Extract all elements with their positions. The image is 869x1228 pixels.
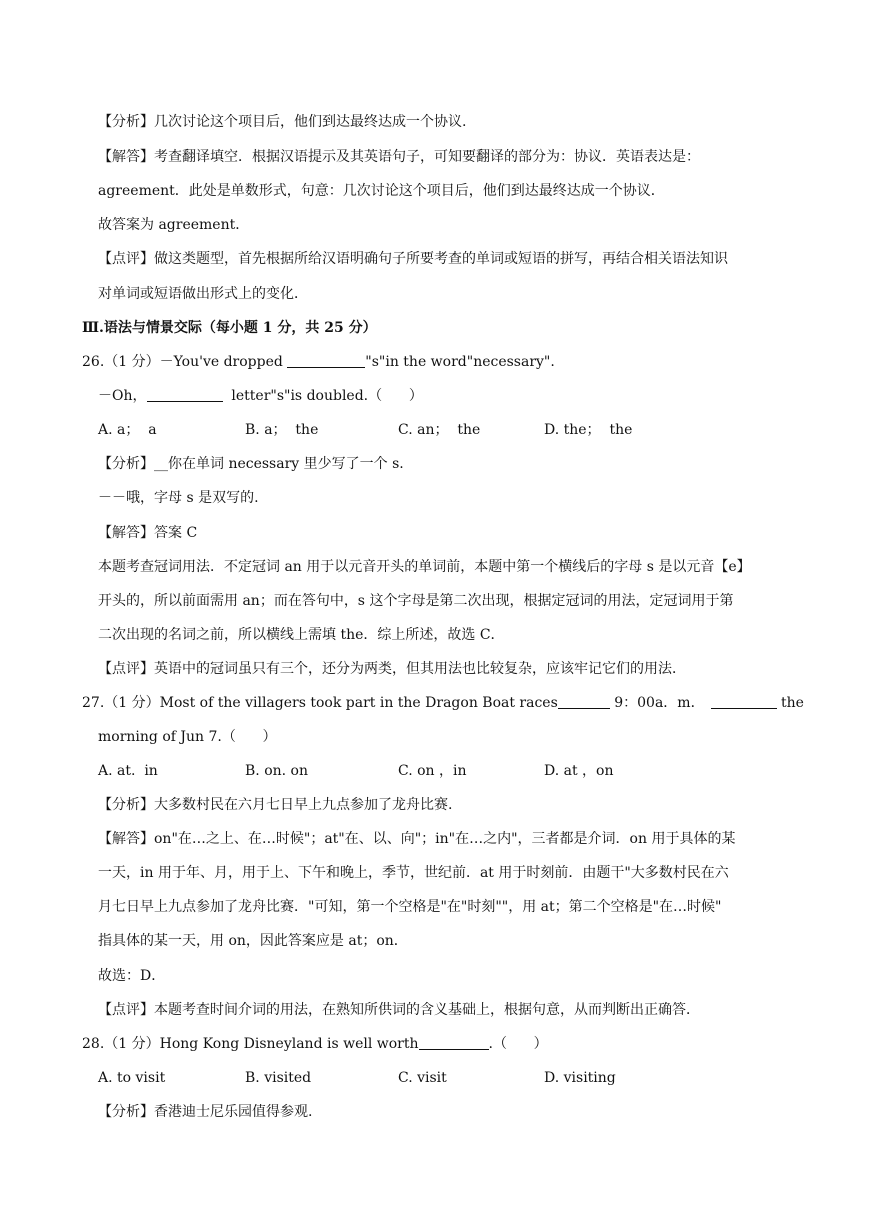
q27-options — [98, 761, 614, 781]
q28-text-b: .（ ） — [488, 1036, 548, 1052]
q26-text-d: letter"s"is doubled.（ ） — [222, 388, 423, 404]
q28-blank-1 — [419, 1035, 489, 1050]
q27-text-b: 9：00a．m． — [609, 695, 705, 711]
q25-answer-line-3: 故答案为 agreement． — [98, 217, 250, 233]
q26-comment: 【点评】英语中的冠词虽只有三个，还分为两类，但其用法也比较复杂，应该牢记它们的用法． — [98, 661, 686, 677]
q25-analysis: 【分析】几次讨论这个项目后，他们到达最终达成一个协议. — [98, 114, 467, 130]
q27-option-c: C. on ，in — [398, 763, 467, 779]
q26-analysis: 【分析】__你在单词 necessary 里少写了一个 s. — [98, 456, 404, 472]
q25-answer-line-1: 【解答】考查翻译填空．根据汉语提示及其英语句子，可知要翻译的部分为：协议．英语表达是： — [98, 149, 700, 165]
q26-text-b: "s"in the word"necessary". — [365, 354, 555, 370]
q27-blank-1 — [558, 694, 610, 709]
q28-option-c: C. visit — [398, 1070, 447, 1086]
q27-option-a: A. at. in — [98, 763, 158, 779]
q28-option-a: A. to visit — [98, 1070, 166, 1086]
q28-question-line-1 — [82, 1034, 548, 1054]
q27-choice: 故选：D． — [98, 968, 166, 984]
q27-analysis: 【分析】大多数村民在六月七日早上九点参加了龙舟比赛. — [98, 797, 453, 813]
q27-question-line-2: morning of Jun 7.（ ） — [98, 729, 277, 745]
q26-option-a: A. a； a — [98, 422, 157, 438]
q26-options — [98, 420, 632, 440]
q26-blank-1 — [287, 353, 365, 368]
q26-explanation-line-2: 开头的，所以前面需用 an；而在答句中，s 这个字母是第二次出现，根据定冠词的用法，定冠词用于第 — [98, 593, 734, 609]
q28-option-d: D. visiting — [544, 1070, 616, 1086]
q27-blank-2 — [711, 694, 777, 709]
q26-question-line-2 — [98, 386, 423, 406]
q27-answer-line-3: 月七日早上九点参加了龙舟比赛．"可知，第一个空格是"在"时刻""，用 at；第二个空格是"在…时候" — [98, 899, 722, 915]
q27-question-line-1 — [82, 693, 804, 713]
q28-analysis: 【分析】香港迪士尼乐园值得参观. — [98, 1104, 313, 1120]
q25-answer-line-2: agreement．此处是单数形式，句意：几次讨论这个项目后，他们到达最终达成一个协议． — [98, 183, 665, 199]
q26-analysis-2: －－哦，字母 s 是双写的. — [98, 490, 259, 506]
q28-options — [98, 1068, 616, 1088]
q26-text-a: 26.（1 分）－You've dropped — [82, 354, 288, 370]
q27-comment: 【点评】本题考查时间介词的用法，在熟知所供词的含义基础上，根据句意，从而判断出正确答． — [98, 1002, 700, 1018]
q27-answer-line-1: 【解答】on"在…之上、在…时候"；at"在、以、向"；in"在…之内"，三者都是介词．on 用于具体的某 — [98, 831, 736, 847]
q26-explanation-line-3: 二次出现的名词之前，所以横线上需填 the．综上所述，故选 C． — [98, 627, 505, 643]
q26-answer: 【解答】答案 C — [98, 525, 198, 541]
q25-comment-line-1: 【点评】做这类题型，首先根据所给汉语明确句子所要考查的单词或短语的拼写，再结合相关语法知识 — [98, 251, 728, 267]
q27-option-d: D. at ，on — [544, 763, 614, 779]
section-title: Ⅲ.语法与情景交际（每小题 1 分，共 25 分） — [82, 320, 377, 336]
q27-text-c: the — [776, 695, 804, 711]
q27-answer-line-4: 指具体的某一天，用 on，因此答案应是 at；on． — [98, 933, 408, 949]
q26-option-d: D. the； the — [544, 422, 633, 438]
q26-option-b: B. a； the — [245, 422, 319, 438]
q26-option-c: C. an； the — [398, 422, 481, 438]
q26-text-c: －Oh， — [98, 388, 147, 404]
q28-option-b: B. visited — [245, 1070, 312, 1086]
q26-explanation-line-1: 本题考查冠词用法．不定冠词 an 用于以元音开头的单词前，本题中第一个横线后的字母 s 是以元音【e】 — [98, 559, 751, 575]
q26-question-line-1 — [82, 352, 555, 372]
q25-comment-line-2: 对单词或短语做出形式上的变化． — [98, 286, 308, 302]
q27-option-b: B. on. on — [245, 763, 308, 779]
q27-answer-line-2: 一天，in 用于年、月，用于上、下午和晚上，季节，世纪前．at 用于时刻前．由题干"大多数村民在六 — [98, 865, 729, 881]
q28-text-a: 28.（1 分）Hong Kong Disneyland is well worth — [82, 1036, 419, 1052]
q27-text-a: 27.（1 分）Most of the villagers took part in the Dragon Boat races — [82, 695, 558, 711]
q26-blank-2 — [147, 387, 223, 402]
